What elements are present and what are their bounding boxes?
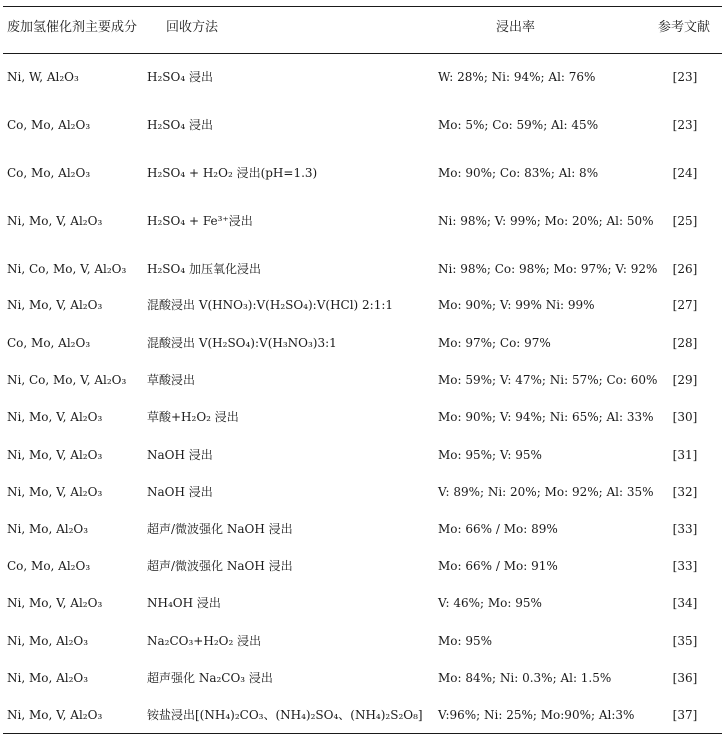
reference-cell: [23] [672,70,698,84]
reference-cell: [35] [672,634,698,648]
leaching-rate-cell: Mo: 90%; V: 99% Ni: 99% [438,298,595,312]
leaching-rate-cell: Mo: 84%; Ni: 0.3%; Al: 1.5% [438,671,612,685]
table-row [0,408,725,428]
header-method: 回收方法 [166,20,219,35]
composition-cell: Ni, Co, Mo, V, Al₂O₃ [7,262,127,276]
method-cell: H₂SO₄ 浸出 [147,118,213,132]
method-cell: 草酸+H₂O₂ 浸出 [147,410,239,424]
method-cell: Na₂CO₃+H₂O₂ 浸出 [147,634,262,648]
reference-cell: [37] [672,708,698,722]
leaching-rate-cell: W: 28%; Ni: 94%; Al: 76% [438,70,596,84]
reference-cell: [36] [672,671,698,685]
composition-cell: Ni, Mo, V, Al₂O₃ [7,214,103,228]
table-row [0,632,725,652]
composition-cell: Ni, Mo, V, Al₂O₃ [7,410,103,424]
method-cell: H₂SO₄ 加压氧化浸出 [147,262,261,276]
table-row [0,669,725,689]
table-row [0,520,725,540]
table-row [0,334,725,354]
reference-cell: [30] [672,410,698,424]
table-row [0,706,725,726]
leaching-rate-cell: Mo: 66% / Mo: 91% [438,559,558,573]
table-row [0,594,725,614]
reference-cell: [28] [672,336,698,350]
leaching-rate-cell: Mo: 95%; V: 95% [438,448,542,462]
table-row [0,260,725,280]
method-cell: H₂SO₄ + H₂O₂ 浸出(pH=1.3) [147,166,318,180]
method-cell: 混酸浸出 V(H₂SO₄):V(H₃NO₃)3:1 [147,336,337,350]
table-top-rule [3,6,722,7]
header-reference: 参考文献 [658,20,711,35]
table-row [0,164,725,184]
composition-cell: Co, Mo, Al₂O₃ [7,559,91,573]
reference-cell: [29] [672,373,698,387]
method-cell: 草酸浸出 [147,373,196,387]
leaching-rate-cell: Mo: 90%; Co: 83%; Al: 8% [438,166,599,180]
composition-cell: Ni, Mo, V, Al₂O₃ [7,708,103,722]
composition-cell: Co, Mo, Al₂O₃ [7,336,91,350]
header-rule [3,53,722,54]
leaching-rate-cell: Ni: 98%; V: 99%; Mo: 20%; Al: 50% [438,214,654,228]
composition-cell: Co, Mo, Al₂O₃ [7,166,91,180]
method-cell: 超声强化 Na₂CO₃ 浸出 [147,671,273,685]
leaching-rate-cell: Mo: 97%; Co: 97% [438,336,551,350]
composition-cell: Ni, Mo, Al₂O₃ [7,634,89,648]
composition-cell: Ni, Mo, V, Al₂O₃ [7,448,103,462]
composition-cell: Ni, Mo, V, Al₂O₃ [7,596,103,610]
composition-cell: Ni, W, Al₂O₃ [7,70,79,84]
method-cell: 混酸浸出 V(HNO₃):V(H₂SO₄):V(HCl) 2:1:1 [147,298,394,312]
leaching-rate-cell: Mo: 59%; V: 47%; Ni: 57%; Co: 60% [438,373,658,387]
reference-cell: [24] [672,166,698,180]
header-composition: 废加氢催化剂主要成分 [7,20,138,35]
leaching-rate-cell: V: 46%; Mo: 95% [438,596,542,610]
method-cell: NaOH 浸出 [147,485,213,499]
table-row [0,68,725,88]
reference-cell: [31] [672,448,698,462]
leaching-rate-cell: Mo: 5%; Co: 59%; Al: 45% [438,118,599,132]
composition-cell: Co, Mo, Al₂O₃ [7,118,91,132]
table-bottom-rule [3,733,722,734]
leaching-rate-cell: Mo: 90%; V: 94%; Ni: 65%; Al: 33% [438,410,654,424]
method-cell: H₂SO₄ + Fe³⁺浸出 [147,214,253,228]
method-cell: NaOH 浸出 [147,448,213,462]
method-cell: NH₄OH 浸出 [147,596,221,610]
leaching-rate-cell: Mo: 66% / Mo: 89% [438,522,558,536]
method-cell: H₂SO₄ 浸出 [147,70,213,84]
table-row [0,371,725,391]
table-row [0,212,725,232]
table-row [0,296,725,316]
reference-cell: [23] [672,118,698,132]
leaching-rate-cell: V: 89%; Ni: 20%; Mo: 92%; Al: 35% [438,485,654,499]
composition-cell: Ni, Co, Mo, V, Al₂O₃ [7,373,127,387]
reference-cell: [26] [672,262,698,276]
table-row [0,446,725,466]
composition-cell: Ni, Mo, Al₂O₃ [7,522,89,536]
leaching-rate-cell: V:96%; Ni: 25%; Mo:90%; Al:3% [438,708,635,722]
table-row [0,116,725,136]
method-cell: 铵盐浸出[(NH₄)₂CO₃、(NH₄)₂SO₄、(NH₄)₂S₂O₈] [147,708,423,722]
table-row [0,483,725,503]
composition-cell: Ni, Mo, Al₂O₃ [7,671,89,685]
table-row [0,557,725,577]
reference-cell: [27] [672,298,698,312]
header-leaching-rate: 浸出率 [496,20,536,35]
leaching-rate-cell: Ni: 98%; Co: 98%; Mo: 97%; V: 92% [438,262,658,276]
composition-cell: Ni, Mo, V, Al₂O₃ [7,485,103,499]
composition-cell: Ni, Mo, V, Al₂O₃ [7,298,103,312]
reference-cell: [25] [672,214,698,228]
reference-cell: [32] [672,485,698,499]
method-cell: 超声/微波强化 NaOH 浸出 [147,559,293,573]
leaching-rate-cell: Mo: 95% [438,634,493,648]
method-cell: 超声/微波强化 NaOH 浸出 [147,522,293,536]
reference-cell: [34] [672,596,698,610]
reference-cell: [33] [672,522,698,536]
reference-cell: [33] [672,559,698,573]
